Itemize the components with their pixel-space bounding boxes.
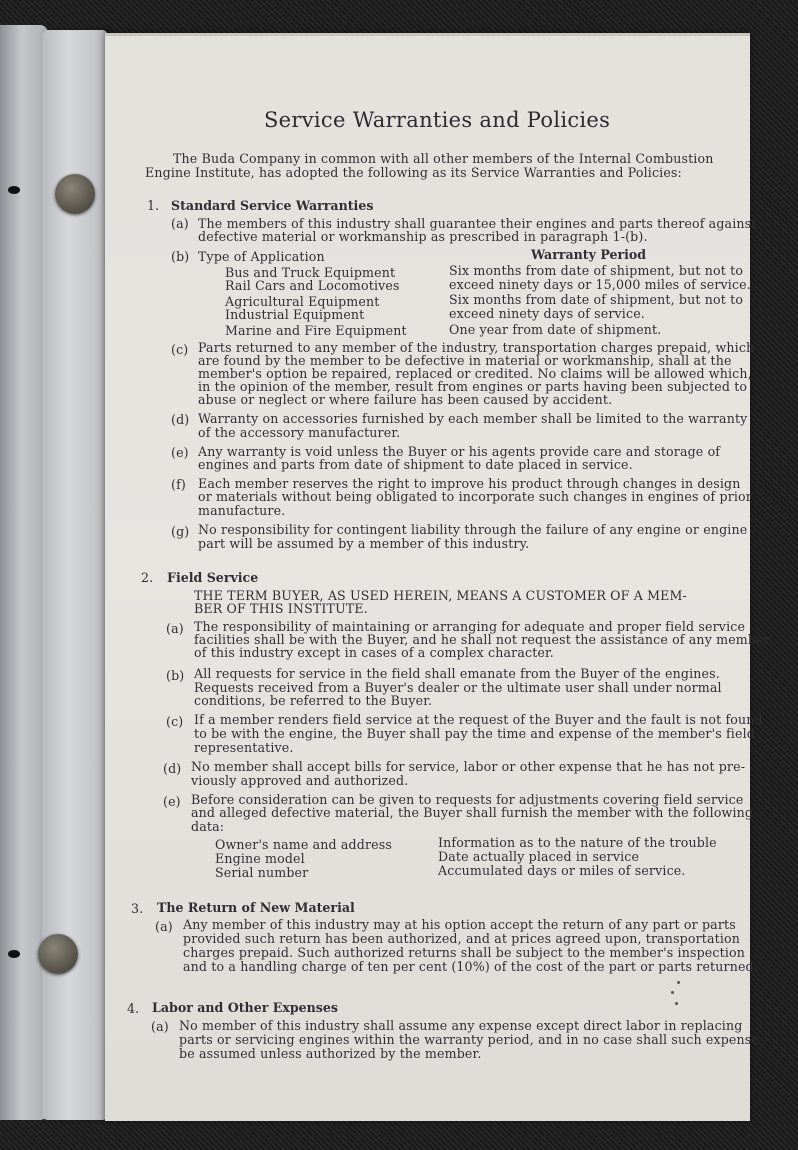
application-type: Agricultural Equipment [225,294,380,309]
item-label: (e) [163,794,181,809]
paragraph-line: representative. [194,740,294,755]
paragraph-line: Each member reserves the right to improve his product through changes in design [198,476,741,491]
item-label: (b) [171,249,190,264]
item-label: (c) [166,714,184,729]
paragraph-line: or materials without being obligated to incorporate such changes in engines of prior [198,489,752,504]
paragraph-line: The responsibility of maintaining or arranging for adequate and proper field service [194,619,746,634]
warranty-period: exceed ninety days of service. [449,306,645,321]
application-type: Bus and Truck Equipment [225,265,396,280]
warranty-period: exceed ninety days or 15,000 miles of service. [449,277,751,292]
punch-hole [8,950,20,958]
paragraph-line: Warranty on accessories furnished by each member shall be limited to the warranty [198,411,748,426]
paragraph-line: member's option be repaired, replaced or credited. No claims will be allowed which, [198,366,752,381]
definition-note: BER OF THIS INSTITUTE. [194,601,368,616]
item-label: (d) [163,761,182,776]
paper-speck [675,1002,678,1005]
application-type: Marine and Fire Equipment [225,323,407,338]
paragraph-line: and alleged defective material, the Buyer shall furnish the member with the following [191,805,754,820]
paragraph-line: defective material or workmanship as prescribed in paragraph 1-(b). [198,229,648,244]
paragraph-line: Parts returned to any member of the industry, transportation charges prepaid, which [198,340,755,355]
data-item: Information as to the nature of the trouble [438,835,717,850]
section-number: 4. [127,1001,140,1016]
paragraph-line: Requests received from a Buyer's dealer or the ultimate user shall under normal [194,680,722,695]
paper-speck [671,991,674,994]
paragraph-line: engines and parts from date of shipment to date placed in service. [198,457,633,472]
paragraph-line: Any warranty is void unless the Buyer or his agents provide care and storage of [198,444,721,459]
paragraph-line: No member shall accept bills for service, labor or other expense that he has not pre- [191,759,746,774]
paragraph-line: Before consideration can be given to requests for adjustments covering field service [191,792,744,807]
item-label: (a) [171,216,189,231]
paragraph-line: If a member renders field service at the request of the Buyer and the fault is not found [194,712,763,727]
data-item: Date actually placed in service [438,849,640,864]
column-header: Warranty Period [531,247,647,262]
paragraph-line: of the accessory manufacturer. [198,425,401,440]
item-label: (f) [171,477,186,492]
item-label: (c) [171,342,189,357]
paragraph-line: part will be assumed by a member of this industry. [198,536,530,551]
document-page [105,33,770,1121]
binder-rivet [38,934,78,974]
warranty-period: One year from date of shipment. [449,322,662,337]
binder-rivet [55,174,95,214]
intro-line: The Buda Company in common with all other members of the Internal Combustion [173,151,714,166]
paragraph-line: be assumed unless authorized by the member. [179,1046,482,1061]
paragraph-line: data: [191,819,225,834]
paragraph-line: The members of this industry shall guarantee their engines and parts thereof against [198,216,757,231]
definition-note: THE TERM BUYER, AS USED HEREIN, MEANS A CUSTOMER OF A MEM- [194,588,687,603]
item-label: (g) [171,524,190,539]
paragraph-line: No member of this industry shall assume any expense except direct labor in replacing [179,1018,743,1033]
data-item: Owner's name and address [215,837,392,852]
item-label: (a) [155,919,173,934]
paragraph-line: parts or servicing engines within the warranty period, and in no case shall such expense [179,1032,760,1047]
paragraph-line: abuse or neglect or where failure has been caused by accident. [198,392,613,407]
section-heading: Standard Service Warranties [171,198,374,213]
item-label: (b) [166,668,185,683]
column-header: Type of Application [198,249,325,264]
paragraph-line: No responsibility for contingent liability through the failure of any engine or engine [198,522,748,537]
paragraph-line: manufacture. [198,503,286,518]
intro-line: Engine Institute, has adopted the following as its Service Warranties and Policies: [145,165,682,180]
data-item: Serial number [215,865,309,880]
item-label: (e) [171,445,189,460]
paragraph-line: viously approved and authorized. [191,773,409,788]
item-label: (a) [166,621,184,636]
paragraph-line: of this industry except in cases of a complex character. [194,645,554,660]
section-number: 3. [131,901,144,916]
section-number: 1. [147,198,160,213]
paper-speck [677,981,680,984]
paragraph-line: in the opinion of the member, result from engines or parts having been subjected to [198,379,748,394]
section-heading: Labor and Other Expenses [152,1000,338,1015]
paragraph-line: charges prepaid. Such authorized returns shall be subject to the member's inspection [183,945,745,960]
section-number: 2. [141,570,154,585]
punch-hole [8,186,20,194]
item-label: (a) [151,1019,169,1034]
paragraph-line: facilities shall be with the Buyer, and he shall not request the assistance of any member [194,632,770,647]
application-type: Industrial Equipment [225,307,365,322]
page-title: Service Warranties and Policies [264,108,611,132]
warranty-period: Six months from date of shipment, but not to [449,292,744,307]
item-label: (d) [171,412,190,427]
paragraph-line: and to a handling charge of ten per cent (10%) of the cost of the part or parts returned. [183,959,758,974]
paragraph-line: provided such return has been authorized, and at prices agreed upon, transportation [183,931,741,946]
data-item: Engine model [215,851,305,866]
section-heading: The Return of New Material [157,900,355,915]
paragraph-line: conditions, be referred to the Buyer. [194,693,433,708]
data-item: Accumulated days or miles of service. [438,863,686,878]
paragraph-line: to be with the engine, the Buyer shall pay the time and expense of the member's field [194,726,755,741]
paragraph-line: are found by the member to be defective in material or workmanship, shall at the [198,353,732,368]
section-heading: Field Service [167,570,259,585]
application-type: Rail Cars and Locomotives [225,278,400,293]
warranty-period: Six months from date of shipment, but not to [449,263,744,278]
paragraph-line: All requests for service in the field shall emanate from the Buyer of the engines. [194,666,720,681]
paragraph-line: Any member of this industry may at his option accept the return of any part or parts [183,917,736,932]
